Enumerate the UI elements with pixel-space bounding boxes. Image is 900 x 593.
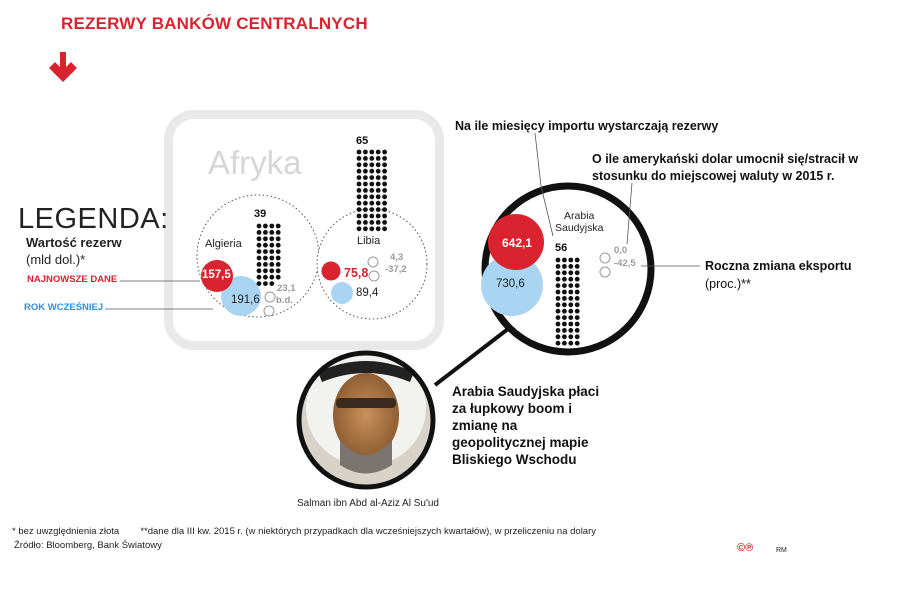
month-dot	[269, 249, 274, 254]
month-dot	[363, 207, 368, 212]
month-dot	[276, 243, 281, 248]
month-dot	[376, 226, 381, 231]
source: Źródło: Bloomberg, Bank Światowy	[14, 540, 162, 551]
month-dot	[568, 264, 573, 269]
month-dot	[357, 220, 362, 225]
month-dot	[369, 226, 374, 231]
month-dot	[263, 230, 268, 235]
month-dot	[263, 249, 268, 254]
algeria-months: 39	[254, 208, 267, 220]
month-dot	[357, 175, 362, 180]
month-dot	[556, 334, 561, 339]
month-dot	[263, 256, 268, 261]
month-dot	[382, 226, 387, 231]
author-initials: RM	[776, 547, 787, 554]
month-dot	[556, 277, 561, 282]
month-dot	[562, 258, 567, 263]
libya-previous-value: 89,4	[356, 287, 379, 299]
month-dot	[369, 156, 374, 161]
month-dot	[257, 275, 262, 280]
month-dot	[556, 290, 561, 295]
month-dot	[363, 182, 368, 187]
month-dot	[575, 283, 580, 288]
month-dot	[376, 188, 381, 193]
algeria-previous-value: 191,6	[231, 294, 260, 306]
month-dot	[575, 322, 580, 327]
month-dot	[568, 334, 573, 339]
month-dot	[369, 150, 374, 155]
month-dot	[276, 262, 281, 267]
month-dot	[575, 270, 580, 275]
month-dot	[257, 281, 262, 286]
month-dot	[376, 207, 381, 212]
saudi-fx-change: 0,0	[614, 245, 628, 256]
month-dot	[257, 262, 262, 267]
month-dot	[269, 243, 274, 248]
month-dot	[357, 201, 362, 206]
month-dot	[376, 175, 381, 180]
country-name-saudi: Arabia Saudyjska	[555, 210, 604, 234]
month-dot	[376, 156, 381, 161]
month-dot	[562, 270, 567, 275]
month-dot	[276, 268, 281, 273]
month-dot	[575, 277, 580, 282]
month-dot	[562, 341, 567, 346]
month-dot	[556, 270, 561, 275]
month-dot	[257, 243, 262, 248]
month-dot	[382, 175, 387, 180]
month-dot	[562, 264, 567, 269]
month-dot	[363, 188, 368, 193]
month-dot	[382, 156, 387, 161]
legend-currency-question: O ile amerykański dolar umocnił się/stracił w stosunku do miejscowej waluty w 2015 r.	[592, 152, 859, 183]
photo-caption: Salman ibn Abd al-Aziz Al Su'ud	[297, 498, 439, 509]
month-dot	[263, 281, 268, 286]
legend-line-portrait	[435, 329, 508, 385]
month-dot	[369, 207, 374, 212]
month-dot	[568, 277, 573, 282]
month-dot	[556, 322, 561, 327]
month-dot	[257, 256, 262, 261]
month-dot	[363, 220, 368, 225]
month-dot	[568, 290, 573, 295]
month-dot	[382, 220, 387, 225]
month-dot	[556, 296, 561, 301]
month-dot	[369, 214, 374, 219]
month-dot	[575, 264, 580, 269]
month-dot	[376, 220, 381, 225]
month-dot	[369, 194, 374, 199]
month-dot	[357, 182, 362, 187]
month-dot	[369, 201, 374, 206]
month-dot	[263, 275, 268, 280]
month-dot	[376, 194, 381, 199]
month-dot	[376, 162, 381, 167]
month-dot	[382, 207, 387, 212]
libya-fx-change: 4,3	[390, 252, 404, 263]
publisher-logo: ©℗	[737, 542, 754, 554]
month-dot	[562, 290, 567, 295]
month-dot	[276, 230, 281, 235]
saudi-months: 56	[555, 242, 568, 254]
month-dot	[575, 290, 580, 295]
month-dot	[363, 150, 368, 155]
month-dot	[382, 214, 387, 219]
month-dot	[369, 220, 374, 225]
month-dot	[276, 256, 281, 261]
month-dot	[269, 262, 274, 267]
month-dot	[363, 226, 368, 231]
libya-latest-value: 75,8	[344, 266, 369, 280]
month-dot	[376, 182, 381, 187]
month-dot	[357, 162, 362, 167]
month-dot	[575, 302, 580, 307]
legend-heading: LEGENDA:	[18, 203, 169, 235]
month-dot	[276, 249, 281, 254]
story-text: Arabia Saudyjska płaci za łupkowy boom i zmianę na geopolitycznej mapie Bliskiego Wschodu	[452, 384, 600, 467]
libya-export-change: -37,2	[385, 264, 407, 275]
month-dot	[382, 169, 387, 174]
month-dot	[376, 214, 381, 219]
month-dot	[363, 214, 368, 219]
month-dot	[568, 315, 573, 320]
month-dot	[269, 256, 274, 261]
month-dot	[575, 334, 580, 339]
legend-export-label: Roczna zmiana eksportu (proc.)**	[705, 259, 852, 291]
month-dot	[363, 169, 368, 174]
month-dot	[575, 309, 580, 314]
month-dot	[376, 150, 381, 155]
month-dot	[382, 150, 387, 155]
month-dot	[568, 328, 573, 333]
month-dot	[568, 302, 573, 307]
month-dot	[376, 201, 381, 206]
libya-months: 65	[356, 135, 369, 147]
month-dot	[562, 309, 567, 314]
month-dot	[575, 341, 580, 346]
month-dot	[562, 328, 567, 333]
month-dot	[357, 194, 362, 199]
month-dot	[562, 283, 567, 288]
month-dot	[556, 309, 561, 314]
month-dot	[257, 236, 262, 241]
month-dot	[556, 264, 561, 269]
month-dot	[357, 150, 362, 155]
legend-value-title: Wartość rezerw (mld dol.)*	[26, 235, 122, 267]
month-dot	[363, 156, 368, 161]
month-dot	[363, 162, 368, 167]
month-dot	[556, 315, 561, 320]
saudi-previous-value: 730,6	[496, 278, 525, 290]
month-dot	[269, 236, 274, 241]
month-dot	[568, 283, 573, 288]
month-dot	[562, 277, 567, 282]
country-name-algeria: Algieria	[205, 238, 242, 250]
month-dot	[257, 230, 262, 235]
saudi-export-change: -42,5	[614, 258, 636, 269]
month-dot	[276, 236, 281, 241]
month-dot	[357, 188, 362, 193]
month-dot	[556, 341, 561, 346]
month-dot	[556, 258, 561, 263]
page-title: REZERWY BANKÓW CENTRALNYCH	[61, 14, 368, 33]
month-dot	[269, 281, 274, 286]
month-dot	[382, 188, 387, 193]
month-dot	[276, 275, 281, 280]
month-dot	[562, 334, 567, 339]
month-dot	[269, 224, 274, 229]
month-dot	[568, 270, 573, 275]
algeria-export-change: b.d.	[276, 295, 293, 306]
month-dot	[269, 268, 274, 273]
month-dot	[575, 328, 580, 333]
month-dot	[376, 169, 381, 174]
region-label: Afryka	[208, 144, 302, 181]
month-dot	[562, 302, 567, 307]
month-dot	[357, 226, 362, 231]
month-dot	[382, 201, 387, 206]
month-dot	[363, 201, 368, 206]
libya-latest-bubble	[322, 262, 341, 281]
month-dot	[263, 262, 268, 267]
month-dot	[568, 309, 573, 314]
month-dot	[556, 328, 561, 333]
month-dot	[556, 302, 561, 307]
month-dot	[369, 188, 374, 193]
month-dot	[357, 169, 362, 174]
month-dot	[269, 275, 274, 280]
month-dot	[369, 162, 374, 167]
legend-months-question: Na ile miesięcy importu wystarczają rezerwy	[455, 119, 719, 133]
month-dot	[363, 175, 368, 180]
month-dot	[568, 296, 573, 301]
month-dot	[276, 224, 281, 229]
month-dot	[357, 207, 362, 212]
month-dot	[369, 169, 374, 174]
month-dot	[257, 268, 262, 273]
month-dot	[257, 249, 262, 254]
month-dot	[263, 243, 268, 248]
footnote: * bez uwzględnienia złota **dane dla III kw. 2015 r. (w niektórych przypadkach dla wcześniejszych kwartałów), w przeliczeniu na dolary	[12, 526, 597, 537]
month-dot	[568, 341, 573, 346]
libya-previous-bubble	[331, 282, 353, 304]
month-dot	[357, 156, 362, 161]
month-dot	[382, 162, 387, 167]
month-dot	[562, 296, 567, 301]
saudi-latest-value: 642,1	[502, 236, 533, 250]
month-dot	[263, 236, 268, 241]
legend-newest-label: NAJNOWSZE DANE	[27, 274, 118, 285]
month-dot	[568, 322, 573, 327]
month-dot	[562, 315, 567, 320]
month-dot	[382, 182, 387, 187]
country-name-libya: Libia	[357, 235, 381, 247]
month-dot	[556, 283, 561, 288]
month-dot	[257, 224, 262, 229]
algeria-latest-value: 157,5	[202, 269, 231, 281]
month-dot	[269, 230, 274, 235]
month-dot	[575, 315, 580, 320]
month-dot	[263, 224, 268, 229]
algeria-fx-change: 23,1	[277, 283, 296, 294]
month-dot	[369, 175, 374, 180]
month-dot	[363, 194, 368, 199]
legend-previous-label: ROK WCZEŚNIEJ	[24, 302, 104, 313]
month-dot	[568, 258, 573, 263]
month-dot	[263, 268, 268, 273]
month-dot	[575, 296, 580, 301]
month-dot	[562, 322, 567, 327]
month-dot	[382, 194, 387, 199]
month-dot	[369, 182, 374, 187]
month-dot	[357, 214, 362, 219]
month-dot	[575, 258, 580, 263]
